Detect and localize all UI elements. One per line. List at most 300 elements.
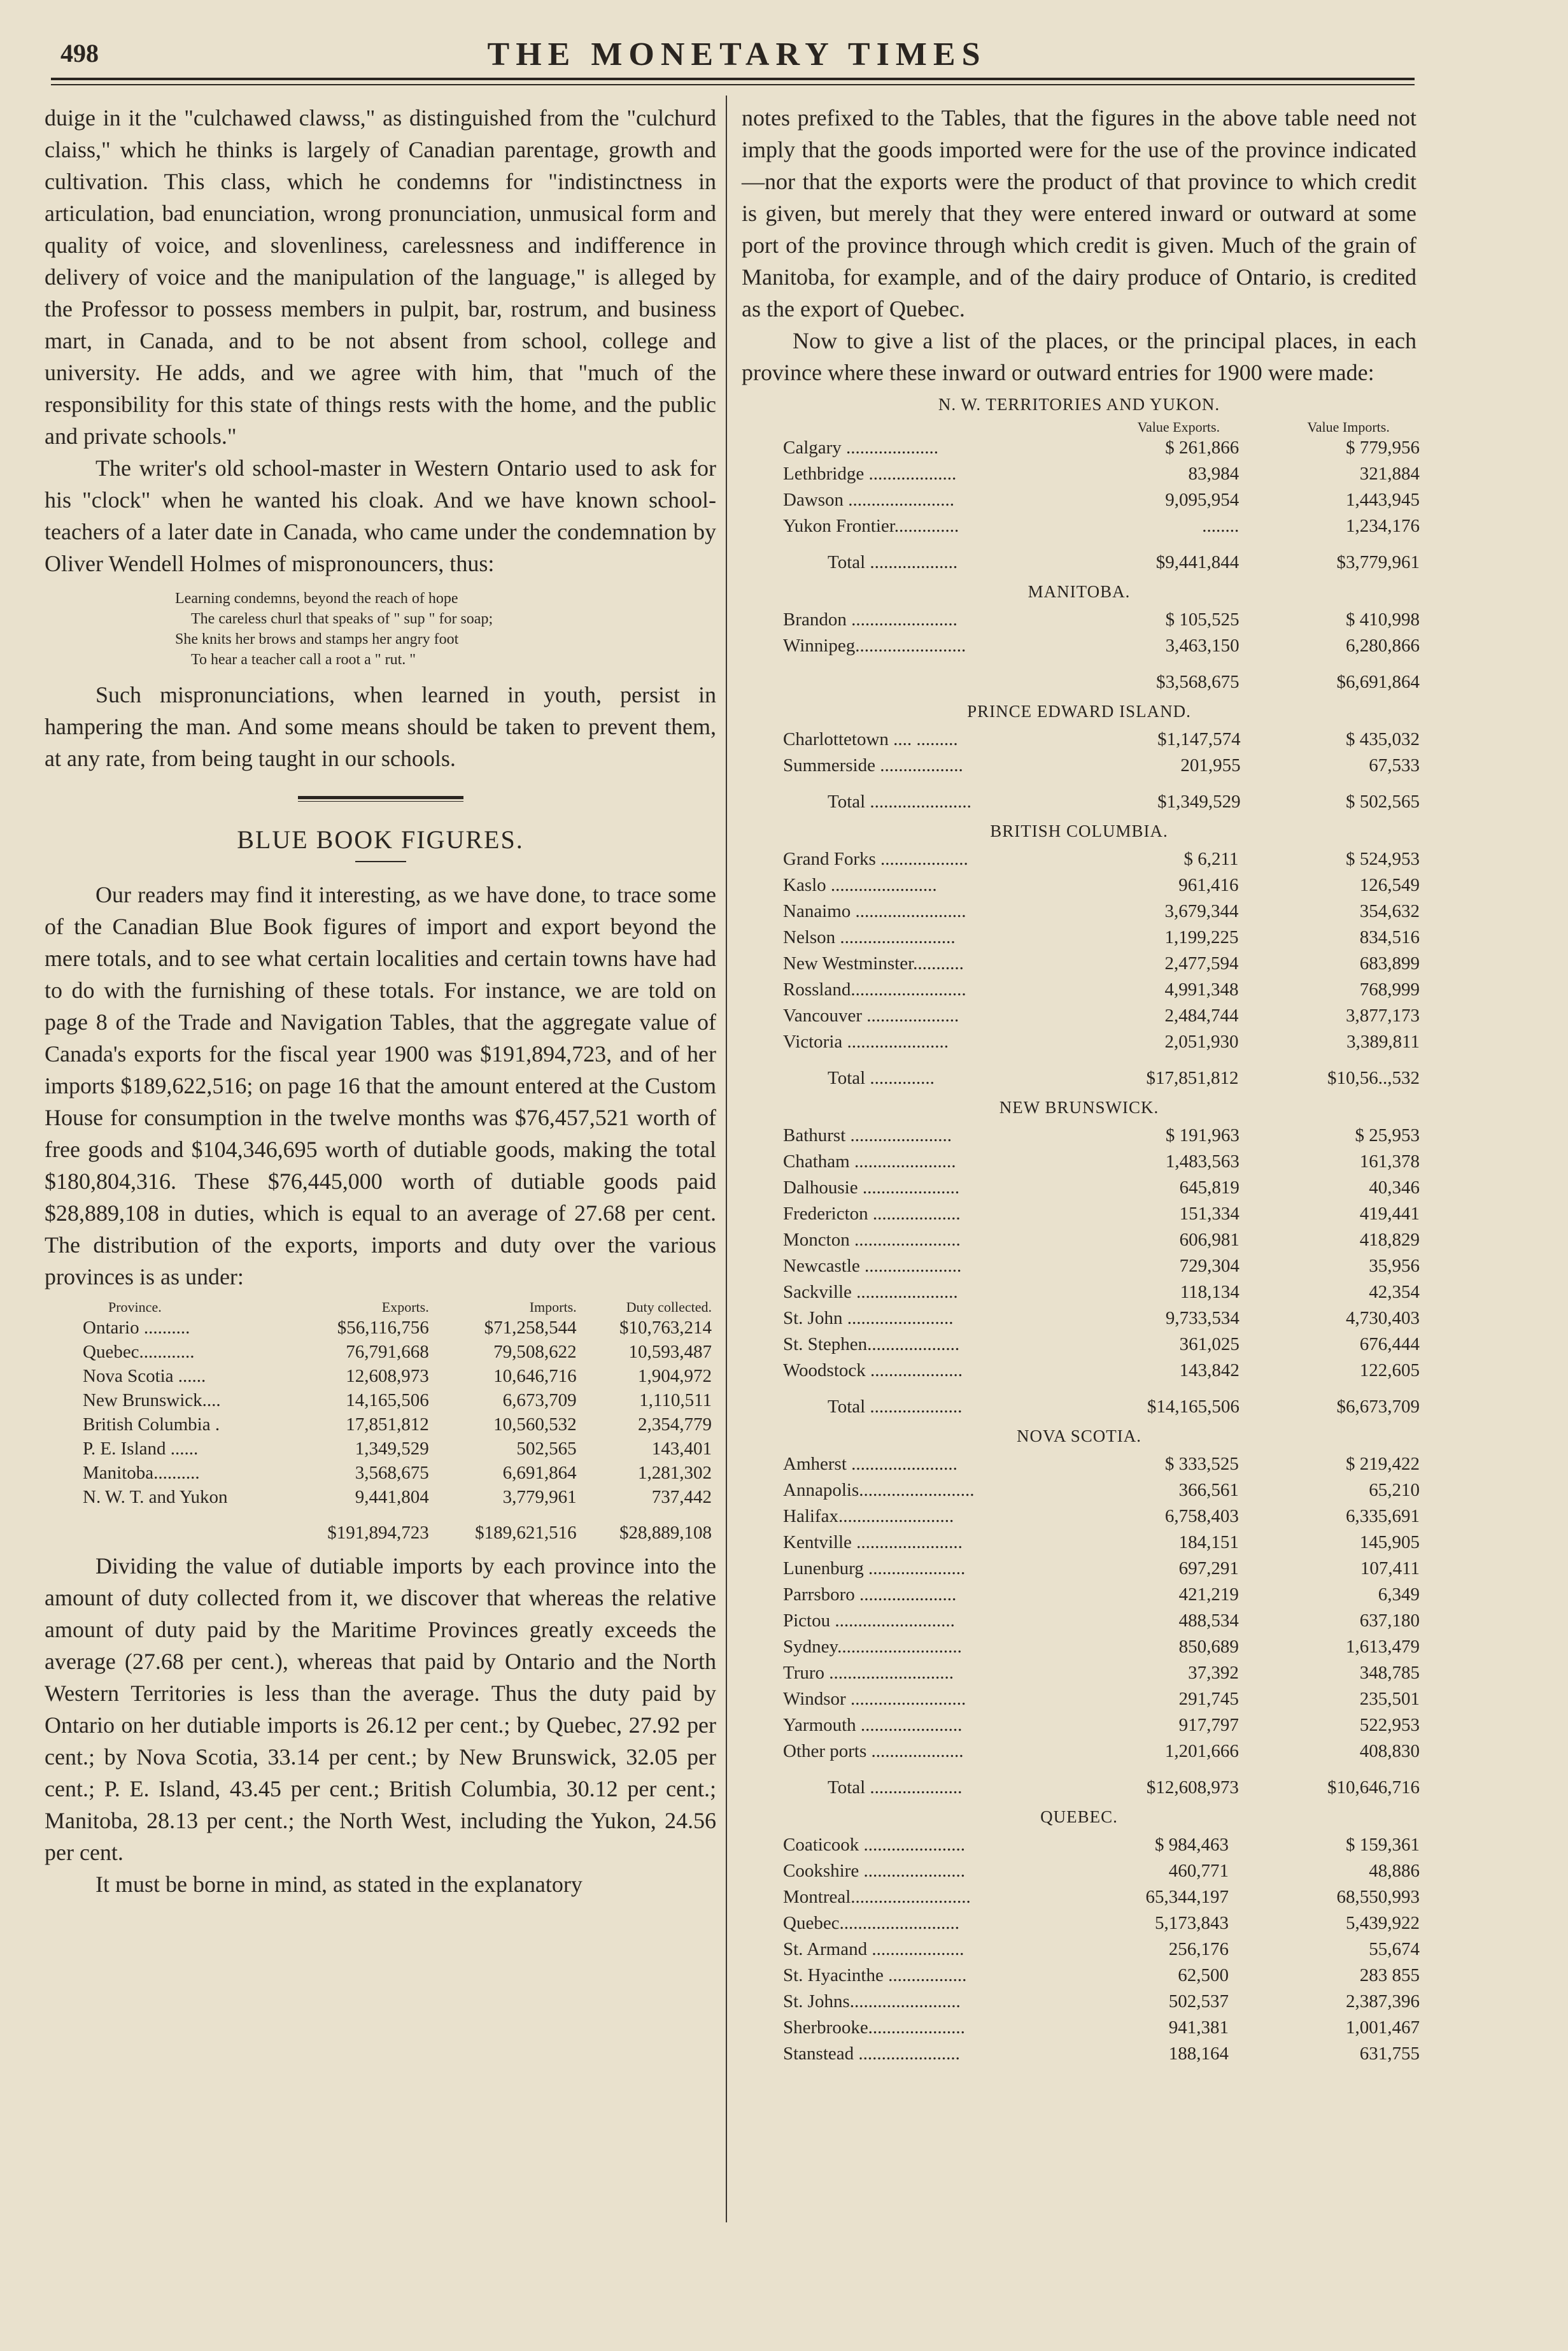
place-name: Vancouver .................... <box>783 1005 959 1026</box>
imports-total: $189,621,516 <box>475 1523 577 1543</box>
exports-value: 361,025 <box>1179 1334 1240 1354</box>
imports-value: 68,550,993 <box>1336 1887 1420 1907</box>
exports-value: $ 105,525 <box>1165 609 1240 630</box>
imports-value: $ 410,998 <box>1346 609 1420 630</box>
region-table <box>783 1832 1420 2067</box>
table-row <box>783 607 1420 633</box>
imports-value: 3,779,961 <box>502 1487 577 1507</box>
imports-value: 522,953 <box>1359 1715 1420 1735</box>
imports-value: 40,346 <box>1369 1177 1420 1198</box>
column-header: Province. <box>108 1299 162 1315</box>
place-name: Dalhousie ..................... <box>783 1177 960 1198</box>
table-row <box>783 1608 1420 1634</box>
table-row <box>783 435 1420 461</box>
place-name: St. John ....................... <box>783 1308 954 1328</box>
totals-label <box>83 1509 289 1545</box>
duty-value: 737,442 <box>651 1487 712 1507</box>
table-row <box>783 1738 1420 1765</box>
exports-value: 917,797 <box>1178 1715 1239 1735</box>
exports-total: $191,894,723 <box>327 1523 429 1543</box>
exports-value: 1,199,225 <box>1164 927 1239 948</box>
poem-line: The careless churl that speaks of " sup " for soap; <box>191 611 493 627</box>
imports-value: 3,389,811 <box>1346 1032 1420 1052</box>
totals-row <box>783 1055 1420 1091</box>
imports-value: 122,605 <box>1359 1360 1420 1381</box>
page-number: 498 <box>60 39 99 67</box>
imports-value: 161,378 <box>1359 1151 1420 1172</box>
table-row <box>83 1437 719 1461</box>
province-name: N. W. T. and Yukon <box>83 1487 228 1507</box>
imports-value: 235,501 <box>1359 1689 1420 1709</box>
place-name: Nelson ......................... <box>783 927 956 948</box>
imports-value: 6,335,691 <box>1346 1506 1420 1526</box>
place-name: Woodstock .................... <box>783 1360 963 1381</box>
place-name: Newcastle ..................... <box>783 1256 962 1276</box>
place-name: Grand Forks ................... <box>783 849 968 869</box>
exports-value: 14,165,506 <box>346 1390 429 1410</box>
imports-value: $ 779,956 <box>1346 437 1420 458</box>
region-table <box>783 420 1420 576</box>
exports-value: 460,771 <box>1168 1861 1229 1881</box>
place-name: Lunenburg ..................... <box>783 1558 966 1579</box>
exports-value: 1,483,563 <box>1165 1151 1240 1172</box>
table-row <box>783 513 1420 539</box>
imports-value: 2,387,396 <box>1346 1991 1420 2012</box>
table-row <box>83 1412 719 1437</box>
place-name: Cookshire ...................... <box>783 1861 965 1881</box>
region-table <box>783 1123 1420 1420</box>
exports-value: 421,219 <box>1178 1584 1239 1605</box>
section-divider <box>298 801 463 802</box>
totals-row <box>783 659 1420 695</box>
imports-value: 6,349 <box>1378 1584 1420 1605</box>
duty-value: 10,593,487 <box>628 1342 712 1362</box>
duty-value: 1,281,302 <box>638 1463 712 1483</box>
imports-total: $6,673,709 <box>1336 1396 1420 1417</box>
exports-value: 606,981 <box>1179 1230 1240 1250</box>
exports-value: 12,608,973 <box>346 1366 429 1386</box>
table-row <box>783 1660 1420 1686</box>
imports-value: 834,516 <box>1359 927 1420 948</box>
exports-total: $9,441,844 <box>1155 552 1240 572</box>
imports-value: 502,565 <box>516 1438 577 1459</box>
column-header <box>783 420 1119 435</box>
imports-total: $6,691,864 <box>1336 672 1420 692</box>
exports-total: $14,165,506 <box>1147 1396 1240 1417</box>
imports-value: 6,280,866 <box>1346 636 1420 656</box>
table-row <box>783 633 1420 659</box>
duty-total: $28,889,108 <box>619 1523 712 1543</box>
exports-value: 143,842 <box>1179 1360 1240 1381</box>
place-name: Victoria ...................... <box>783 1032 949 1052</box>
exports-value: 62,500 <box>1178 1965 1229 1985</box>
imports-value: 1,443,945 <box>1346 490 1420 510</box>
imports-value: 67,533 <box>1369 755 1420 776</box>
totals-row <box>783 779 1420 815</box>
section-divider <box>298 796 463 799</box>
exports-value: 17,851,812 <box>346 1414 429 1435</box>
imports-value: 418,829 <box>1359 1230 1420 1250</box>
table-row <box>783 1989 1420 2015</box>
table-header-row <box>783 420 1420 435</box>
table-row <box>783 872 1420 898</box>
exports-value: 37,392 <box>1188 1663 1239 1683</box>
table-row <box>83 1388 719 1412</box>
imports-total: $ 502,565 <box>1346 792 1420 812</box>
place-name: Fredericton ................... <box>783 1204 961 1224</box>
imports-value: 5,439,922 <box>1346 1913 1420 1933</box>
place-name: Truro ........................... <box>783 1663 954 1683</box>
exports-value: 729,304 <box>1179 1256 1240 1276</box>
place-name: Yarmouth ...................... <box>783 1715 963 1735</box>
table-row <box>783 753 1420 779</box>
exports-value: 2,484,744 <box>1164 1005 1239 1026</box>
place-name: Summerside .................. <box>783 755 963 776</box>
imports-value: $ 25,953 <box>1355 1125 1420 1146</box>
column-divider <box>726 96 727 2222</box>
place-name: St. Johns........................ <box>783 1991 961 2012</box>
table-row <box>783 1175 1420 1201</box>
exports-value: 76,791,668 <box>346 1342 429 1362</box>
imports-value: 107,411 <box>1360 1558 1420 1579</box>
place-name: Moncton ....................... <box>783 1230 961 1250</box>
region-heading: PRINCE EDWARD ISLAND. <box>967 702 1191 721</box>
imports-value: 1,613,479 <box>1346 1637 1420 1657</box>
table-row <box>783 1279 1420 1305</box>
exports-value: $ 984,463 <box>1155 1835 1229 1855</box>
totals-label: Total ...................... <box>828 792 971 812</box>
table-row <box>783 461 1420 487</box>
totals-label: Total .................... <box>828 1396 963 1417</box>
paragraph: The writer's old school-master in Western Ontario used to ask for his "clock" when he wanted his cloak. And we have known school-teachers of a later date in Canada, who came under the condemnation by Oliver Wendell Holmes of mispronouncers, thus: <box>45 455 716 576</box>
duty-value: 1,904,972 <box>638 1366 712 1386</box>
place-name: Yukon Frontier.............. <box>783 516 959 536</box>
header-rule-thin <box>51 84 1415 85</box>
paragraph: Dividing the value of dutiable imports by each province into the amount of duty collected from it, we discover that whereas the relative amount of duty paid by the Maritime Provinces greatly exceeds the average (27.68 per cent.), whereas that paid by Ontario and the North Western Territories is less than the average. Thus the duty paid by Ontario on her dutiable imports is 26.12 per cent.; by Quebec, 27.92 per cent.; by Nova Scotia, 33.14 per cent.; by New Brunswick, 32.05 per cent.; P. E. Island, 43.45 per cent.; British Columbia, 30.12 per cent.; Manitoba, 28.13 per cent.; the North West, including the Yukon, 24.56 per cent. <box>45 1553 716 1865</box>
exports-value: 1,201,666 <box>1164 1741 1239 1761</box>
right-column <box>742 102 1420 2067</box>
table-row <box>783 2041 1420 2067</box>
table-row <box>783 727 1420 753</box>
imports-value: 683,899 <box>1359 953 1420 974</box>
region-heading: N. W. TERRITORIES AND YUKON. <box>938 395 1220 414</box>
table-header-row <box>83 1299 719 1316</box>
exports-value: 188,164 <box>1168 2043 1229 2064</box>
poem-quote <box>45 588 716 670</box>
exports-total: $17,851,812 <box>1146 1068 1239 1088</box>
table-row <box>783 1503 1420 1530</box>
exports-value: 118,134 <box>1180 1282 1240 1302</box>
imports-value: 1,001,467 <box>1346 2017 1420 2038</box>
duty-value: 143,401 <box>651 1438 712 1459</box>
exports-value: $ 191,963 <box>1165 1125 1240 1146</box>
table-row <box>783 1530 1420 1556</box>
table-row <box>783 1029 1420 1055</box>
totals-label: Total .................... <box>828 1777 963 1798</box>
duty-value: $10,763,214 <box>619 1318 712 1338</box>
imports-value: 42,354 <box>1369 1282 1420 1302</box>
poem-line: She knits her brows and stamps her angry foot <box>175 631 459 648</box>
imports-value: $71,258,544 <box>484 1318 577 1338</box>
exports-value: 291,745 <box>1178 1689 1239 1709</box>
imports-value: 48,886 <box>1369 1861 1420 1881</box>
paragraph: Our readers may find it interesting, as we have done, to trace some of the Canadian Blue Book figures of import and export beyond the mere totals, and to see what certain localities and certain towns have had to do with the furnishing of these totals. For instance, we are told on page 8 of the Trade and Navigation Tables, that the aggregate value of Canada's exports for the fiscal year 1900 was $191,894,723, and of her imports $189,622,516; on page 16 that the amount entered at the Custom House for consumption in the twelve months was $76,457,521 worth of free goods and $104,346,695 worth of dutiable goods, making the total $180,804,316. These $76,445,000 worth of dutiable goods paid $28,889,108 in duties, which is equal to an average of 27.68 per cent. The distribution of the exports, imports and duty over the various provinces is as under: <box>45 882 716 1289</box>
imports-total: $10,646,716 <box>1327 1777 1420 1798</box>
province-name: Ontario .......... <box>83 1318 190 1338</box>
exports-value: 151,334 <box>1179 1204 1240 1224</box>
place-name: St. Stephen.................... <box>783 1334 960 1354</box>
place-name: Charlottetown .... ......... <box>783 729 958 749</box>
table-row <box>783 1201 1420 1227</box>
place-name: Stanstead ...................... <box>783 2043 960 2064</box>
province-name: British Columbia . <box>83 1414 220 1435</box>
table-row <box>83 1461 719 1485</box>
totals-row <box>783 1765 1420 1801</box>
exports-value: $ 6,211 <box>1183 849 1239 869</box>
imports-total: $10,56..,532 <box>1327 1068 1420 1088</box>
table-row <box>783 846 1420 872</box>
table-row <box>783 1858 1420 1884</box>
table-row <box>783 977 1420 1003</box>
exports-total: $3,568,675 <box>1156 672 1240 692</box>
exports-value: 5,173,843 <box>1155 1913 1229 1933</box>
paragraph: duige in it the "culchawed clawss," as distinguished from the "culchurd claiss," which he thinks is largely of Canadian parentage, growth and cultivation. This class, which he condemns for "indistinctness in articulation, bad enunciation, wrong pronunciation, unmusical form and quality of voice, and slovenliness, carelessness and indifference in delivery of voice and the manipulation of the language," is alleged by the Professor to possess members in pulpit, bar, rostrum, and business mart, in Canada, and to be not absent from school, college and university. He adds, and we agree with him, that "much of the responsibility for this state of things rests with the home, and the public and private schools." <box>45 105 716 449</box>
exports-value: 65,344,197 <box>1145 1887 1229 1907</box>
place-name: Brandon ....................... <box>783 609 957 630</box>
imports-value: $ 524,953 <box>1346 849 1420 869</box>
imports-value: 354,632 <box>1359 901 1420 921</box>
paragraph: notes prefixed to the Tables, that the figures in the above table need not imply that the goods imported were for the use of the province indicated—nor that the exports were the product of that province to which credit is given, but merely that they were entered inward or outward at some port of the province through which credit is given. Much of the grain of Manitoba, for example, and of the dairy produce of Ontario, is credited as the export of Quebec. <box>742 105 1416 322</box>
region-heading: BRITISH COLUMBIA. <box>990 821 1168 841</box>
totals-row <box>783 539 1420 576</box>
imports-value: 65,210 <box>1369 1480 1420 1500</box>
place-name: Sydney........................... <box>783 1637 962 1657</box>
totals-label: Total .............. <box>828 1068 935 1088</box>
exports-value: 256,176 <box>1168 1939 1229 1959</box>
place-name: Annapolis......................... <box>783 1480 975 1500</box>
duty-value: 1,110,511 <box>639 1390 712 1410</box>
place-name: Dawson ....................... <box>783 490 955 510</box>
region-heading: MANITOBA. <box>1028 582 1131 601</box>
table-row <box>783 951 1420 977</box>
exports-value: $1,147,574 <box>1157 729 1241 749</box>
imports-value: $ 435,032 <box>1346 729 1420 749</box>
exports-value: 201,955 <box>1180 755 1241 776</box>
column-header: Imports. <box>529 1299 577 1315</box>
place-name: Amherst ....................... <box>783 1454 957 1474</box>
imports-value: 348,785 <box>1359 1663 1420 1683</box>
imports-value: 631,755 <box>1359 2043 1420 2064</box>
table-row <box>783 1712 1420 1738</box>
place-name: New Westminster........... <box>783 953 964 974</box>
imports-total: $3,779,961 <box>1336 552 1420 572</box>
table-row <box>783 1582 1420 1608</box>
imports-value: 419,441 <box>1359 1204 1420 1224</box>
table-row <box>83 1485 719 1509</box>
exports-value: 6,758,403 <box>1164 1506 1239 1526</box>
place-name: Montreal.......................... <box>783 1887 971 1907</box>
exports-value: 366,561 <box>1178 1480 1239 1500</box>
table-row <box>83 1340 719 1364</box>
totals-label: Total ................... <box>828 552 958 572</box>
totals-row <box>783 1384 1420 1420</box>
exports-value: 9,441,804 <box>355 1487 429 1507</box>
place-name: Nanaimo ........................ <box>783 901 966 921</box>
imports-value: 10,560,532 <box>493 1414 577 1435</box>
place-name: Parrsboro ..................... <box>783 1584 957 1605</box>
imports-value: 4,730,403 <box>1346 1308 1420 1328</box>
table-row <box>783 1634 1420 1660</box>
table-row <box>783 1253 1420 1279</box>
table-row <box>783 925 1420 951</box>
table-row <box>783 1884 1420 1910</box>
province-name: Manitoba.......... <box>83 1463 200 1483</box>
region-heading: NEW BRUNSWICK. <box>999 1098 1159 1117</box>
paragraph: Now to give a list of the places, or the principal places, in each province where these inward or outward entries for 1900 were made: <box>742 328 1416 385</box>
left-column <box>45 102 716 1900</box>
table-row <box>783 1305 1420 1332</box>
exports-value: 4,991,348 <box>1164 979 1239 1000</box>
imports-value: 676,444 <box>1359 1334 1420 1354</box>
imports-value: 79,508,622 <box>493 1342 577 1362</box>
region-table <box>783 846 1420 1091</box>
exports-value: 83,984 <box>1188 464 1240 484</box>
journal-title: THE MONETARY TIMES <box>487 36 987 73</box>
exports-value: 9,733,534 <box>1165 1308 1240 1328</box>
table-row <box>783 1963 1420 1989</box>
exports-value: $ 333,525 <box>1164 1454 1239 1474</box>
place-name: Calgary .................... <box>783 437 939 458</box>
table-row <box>783 898 1420 925</box>
imports-value: $ 159,361 <box>1346 1835 1420 1855</box>
region-table <box>783 727 1420 815</box>
exports-value: 2,051,930 <box>1164 1032 1239 1052</box>
exports-value: 2,477,594 <box>1164 953 1239 974</box>
exports-value: 9,095,954 <box>1165 490 1240 510</box>
exports-value: 184,151 <box>1178 1532 1239 1552</box>
totals-row <box>83 1509 719 1545</box>
imports-value: 768,999 <box>1359 979 1420 1000</box>
region-table <box>783 1451 1420 1801</box>
exports-total: $1,349,529 <box>1157 792 1241 812</box>
table-row <box>783 1332 1420 1358</box>
exports-total: $12,608,973 <box>1146 1777 1239 1798</box>
section-title: BLUE BOOK FIGURES. <box>237 825 524 854</box>
column-header: Value Exports. <box>1137 419 1220 435</box>
imports-value: $ 219,422 <box>1346 1454 1420 1474</box>
place-name: Windsor ......................... <box>783 1689 966 1709</box>
place-name: Lethbridge ................... <box>783 464 957 484</box>
place-name: Coaticook ...................... <box>783 1835 965 1855</box>
imports-value: 321,884 <box>1359 464 1420 484</box>
column-header: Duty collected. <box>626 1299 712 1315</box>
exports-value: 502,537 <box>1168 1991 1229 2012</box>
place-name: Bathurst ...................... <box>783 1125 952 1146</box>
place-name: Chatham ...................... <box>783 1151 956 1172</box>
region-heading: NOVA SCOTIA. <box>1016 1426 1142 1445</box>
table-row <box>783 1936 1420 1963</box>
table-row <box>83 1364 719 1388</box>
table-row <box>783 1123 1420 1149</box>
place-name: Quebec.......................... <box>783 1913 960 1933</box>
table-row <box>783 1227 1420 1253</box>
poem-line: Learning condemns, beyond the reach of hope <box>175 590 458 607</box>
exports-value: 3,568,675 <box>355 1463 429 1483</box>
table-row <box>783 1556 1420 1582</box>
province-name: New Brunswick.... <box>83 1390 221 1410</box>
header-rule-thick <box>51 78 1415 80</box>
imports-value: 35,956 <box>1369 1256 1420 1276</box>
place-name: Sherbrooke..................... <box>783 2017 965 2038</box>
imports-value: 408,830 <box>1359 1741 1420 1761</box>
imports-value: 55,674 <box>1369 1939 1420 1959</box>
title-underline <box>355 861 406 862</box>
exports-value: 645,819 <box>1179 1177 1240 1198</box>
exports-value: $ 261,866 <box>1165 437 1240 458</box>
column-header: Value Imports. <box>1307 419 1390 435</box>
duty-value: 2,354,779 <box>638 1414 712 1435</box>
table-row <box>783 2015 1420 2041</box>
exports-value: $56,116,756 <box>337 1318 429 1338</box>
imports-value: 1,234,176 <box>1346 516 1420 536</box>
place-name: Sackville ...................... <box>783 1282 958 1302</box>
exports-value: 488,534 <box>1178 1610 1239 1631</box>
table-row <box>783 1477 1420 1503</box>
imports-value: 10,646,716 <box>493 1366 577 1386</box>
exports-value: 3,463,150 <box>1165 636 1240 656</box>
imports-value: 283 855 <box>1359 1965 1420 1985</box>
province-name: Quebec............ <box>83 1342 195 1362</box>
imports-value: 126,549 <box>1359 875 1420 895</box>
exports-value: 850,689 <box>1178 1637 1239 1657</box>
table-row <box>783 1832 1420 1858</box>
places-tables <box>742 395 1420 2067</box>
totals-label <box>783 659 1119 695</box>
place-name: St. Armand .................... <box>783 1939 964 1959</box>
table-row <box>783 1358 1420 1384</box>
table-row <box>783 1451 1420 1477</box>
table-row <box>783 1003 1420 1029</box>
province-name: Nova Scotia ...... <box>83 1366 206 1386</box>
place-name: Halifax......................... <box>783 1506 954 1526</box>
region-heading: QUEBEC. <box>1040 1807 1118 1826</box>
poem-line: To hear a teacher call a root a " rut. " <box>191 651 416 668</box>
province-summary-table <box>83 1299 719 1545</box>
region-table <box>783 607 1420 695</box>
exports-value: 961,416 <box>1178 875 1239 895</box>
paragraph: Such mispronunciations, when learned in youth, persist in hampering the man. And some means should be taken to prevent them, at any rate, from being taught in our schools. <box>45 682 716 771</box>
exports-value: 1,349,529 <box>355 1438 429 1459</box>
place-name: Other ports .................... <box>783 1741 964 1761</box>
paragraph: It must be borne in mind, as stated in the explanatory <box>95 1872 583 1897</box>
table-row <box>783 487 1420 513</box>
table-row <box>783 1686 1420 1712</box>
exports-value: 3,679,344 <box>1164 901 1239 921</box>
imports-value: 3,877,173 <box>1346 1005 1420 1026</box>
table-row <box>783 1910 1420 1936</box>
table-row <box>783 1149 1420 1175</box>
imports-value: 145,905 <box>1359 1532 1420 1552</box>
exports-value: 697,291 <box>1178 1558 1239 1579</box>
table-row <box>83 1316 719 1340</box>
exports-value: 941,381 <box>1168 2017 1229 2038</box>
place-name: Pictou .......................... <box>783 1610 955 1631</box>
place-name: St. Hyacinthe ................. <box>783 1965 967 1985</box>
place-name: Winnipeg........................ <box>783 636 966 656</box>
province-name: P. E. Island ...... <box>83 1438 199 1459</box>
column-header: Exports. <box>381 1299 429 1315</box>
imports-value: 6,691,864 <box>502 1463 577 1483</box>
